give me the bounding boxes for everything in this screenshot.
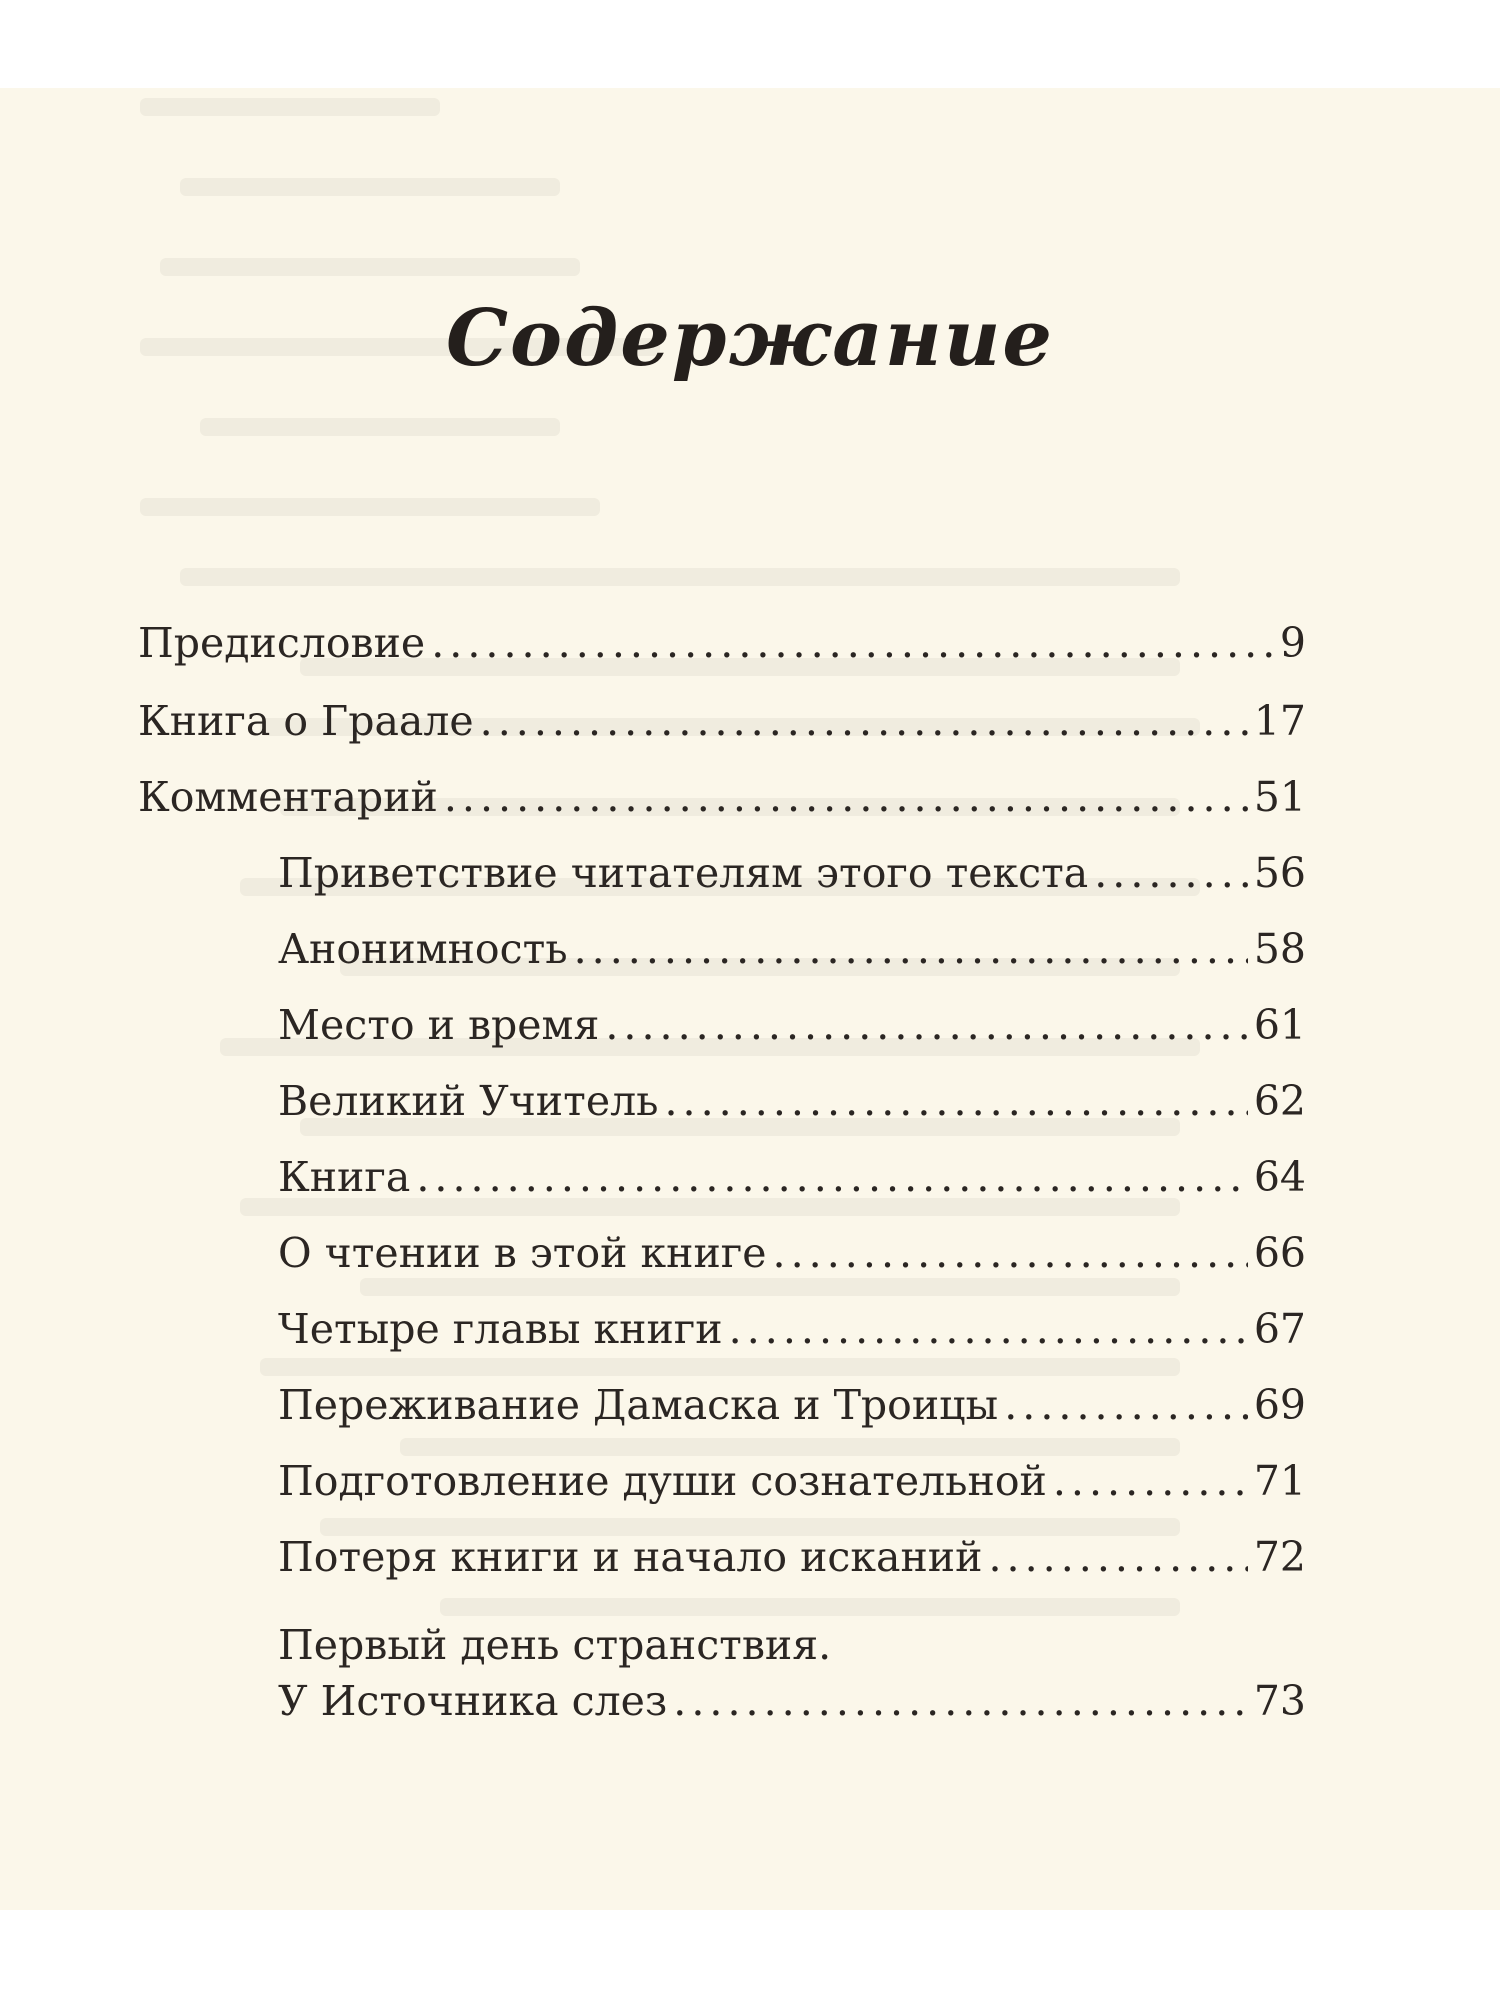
toc-subentry-label: У Источника слез — [278, 1677, 668, 1725]
toc-subentry-first-line: Первый день странствия. — [278, 1621, 832, 1669]
dot-leader — [1053, 1456, 1248, 1506]
toc-subentry-label: Подготовление души сознательной — [278, 1457, 1047, 1505]
toc-subentry-page: 73 — [1253, 1677, 1306, 1725]
dot-leader — [574, 924, 1248, 974]
toc-subentry-page: 62 — [1253, 1077, 1306, 1125]
toc-subentry-page: 56 — [1253, 849, 1306, 897]
toc-subentry-page: 61 — [1253, 1001, 1306, 1049]
toc-subentry-label: Переживание Дамаска и Троицы — [278, 1381, 999, 1429]
toc-subentry-label: Место и время — [278, 1001, 600, 1049]
toc-subentry — [278, 1532, 1306, 1582]
page-title: Содержание — [445, 293, 1055, 384]
toc-entry — [138, 618, 1306, 668]
dot-leader — [1004, 1380, 1248, 1430]
toc-subentry — [278, 1676, 1306, 1726]
toc-subentry — [278, 1380, 1306, 1430]
dot-leader — [729, 1304, 1248, 1354]
toc-subentry-page: 67 — [1253, 1305, 1306, 1353]
dot-leader — [444, 772, 1248, 822]
toc-subentry — [278, 1304, 1306, 1354]
dot-leader — [773, 1228, 1248, 1278]
toc-subentry-label: Приветствие читателям этого текста — [278, 849, 1089, 897]
toc-entry-page: 51 — [1253, 773, 1306, 821]
table-of-contents — [0, 88, 1500, 1910]
toc-subentry-page: 69 — [1253, 1381, 1306, 1429]
book-page — [0, 88, 1500, 1910]
toc-subentry-label: Четыре главы книги — [278, 1305, 723, 1353]
dot-leader — [605, 1000, 1248, 1050]
toc-subentry — [278, 1152, 1306, 1202]
dot-leader — [431, 618, 1274, 668]
toc-subentry-page: 71 — [1253, 1457, 1306, 1505]
toc-subentry — [278, 1000, 1306, 1050]
dot-leader — [664, 1076, 1247, 1126]
toc-subentry-label: Анонимность — [278, 925, 568, 973]
toc-entry-page: 9 — [1279, 619, 1306, 667]
dot-leader — [480, 696, 1248, 746]
toc-entry-label: Книга о Граале — [138, 697, 474, 745]
toc-entry-page: 17 — [1253, 697, 1306, 745]
toc-subentry-page: 72 — [1253, 1533, 1306, 1581]
dot-leader — [1094, 848, 1248, 898]
toc-subentry-label: Великий Учитель — [278, 1077, 659, 1125]
toc-subentry-page: 58 — [1253, 925, 1306, 973]
toc-subentry-label: О чтении в этой книге — [278, 1229, 767, 1277]
toc-entry-label: Комментарий — [138, 773, 438, 821]
toc-subentry-label: Потеря книги и начало исканий — [278, 1533, 983, 1581]
dot-leader — [988, 1532, 1247, 1582]
toc-subentry — [278, 848, 1306, 898]
dot-leader — [673, 1676, 1248, 1726]
toc-subentry — [278, 1076, 1306, 1126]
toc-subentry — [278, 1456, 1306, 1506]
toc-entry — [138, 696, 1306, 746]
toc-subentry — [278, 924, 1306, 974]
toc-subentry-page: 66 — [1253, 1229, 1306, 1277]
dot-leader — [416, 1152, 1248, 1202]
toc-subentry — [278, 1228, 1306, 1278]
toc-subentry-label: Книга — [278, 1153, 411, 1201]
toc-subentry-page: 64 — [1253, 1153, 1306, 1201]
toc-entry-label: Предисловие — [138, 619, 426, 667]
toc-entry — [138, 772, 1306, 822]
